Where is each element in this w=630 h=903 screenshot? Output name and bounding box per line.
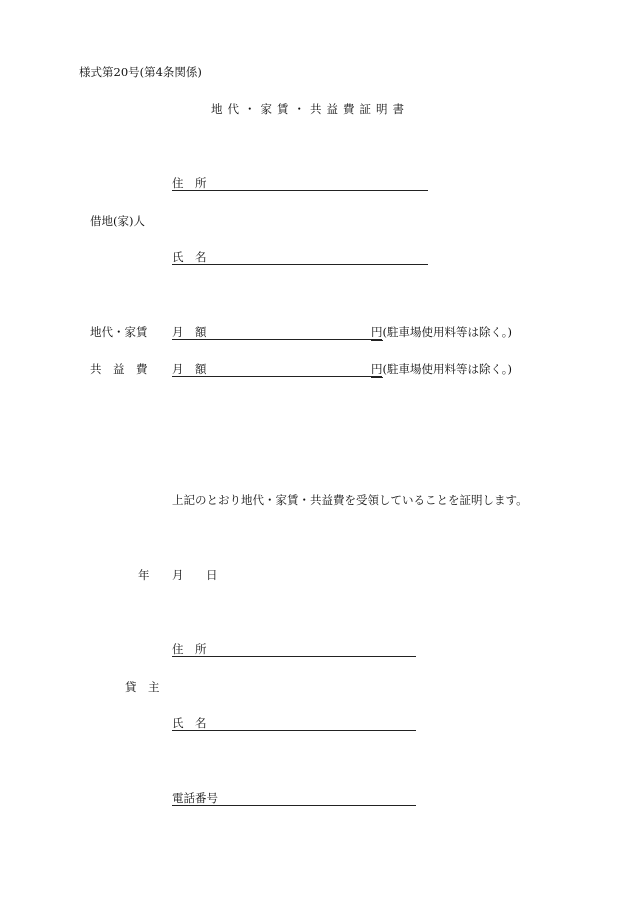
common-fee-note: (駐車場使用料等は除く。) — [382, 362, 512, 376]
common-fee-unit: 円 — [371, 362, 383, 376]
tenant-name-label: 氏 名 — [172, 250, 207, 264]
landlord-group-label: 貸 主 — [125, 680, 160, 694]
rent-unit: 円 — [371, 325, 383, 339]
landlord-name-field[interactable] — [172, 730, 416, 731]
rent-unit-note — [371, 327, 512, 341]
tenant-address-field[interactable] — [172, 190, 428, 191]
landlord-address-field[interactable] — [172, 656, 416, 657]
date-day: 日 — [206, 568, 218, 582]
tenant-name-field[interactable] — [172, 264, 428, 265]
rent-amount-field[interactable] — [172, 339, 382, 340]
common-fee-label: 共 益 費 — [90, 362, 148, 376]
tenant-group-label: 借地(家)人 — [90, 214, 145, 228]
landlord-phone-label: 電話番号 — [172, 791, 218, 805]
common-fee-unit-note — [371, 364, 512, 378]
rent-note: (駐車場使用料等は除く。) — [382, 325, 512, 339]
rent-label: 地代・家賃 — [90, 325, 148, 339]
landlord-address-label: 住 所 — [172, 642, 207, 656]
rent-monthly-label: 月 額 — [172, 325, 207, 339]
date-month: 月 — [172, 568, 184, 582]
tenant-address-label: 住 所 — [172, 176, 207, 190]
common-fee-amount-field[interactable] — [172, 376, 382, 377]
common-fee-monthly-label: 月 額 — [172, 362, 207, 376]
document-title: 地代・家賃・共益費証明書 — [211, 102, 409, 116]
landlord-name-label: 氏 名 — [172, 716, 207, 730]
date-year: 年 — [138, 568, 150, 582]
certification-text: 上記のとおり地代・家賃・共益費を受領していることを証明します。 — [172, 493, 528, 507]
landlord-phone-field[interactable] — [172, 805, 416, 806]
form-number: 様式第20号(第4条関係) — [79, 65, 202, 79]
